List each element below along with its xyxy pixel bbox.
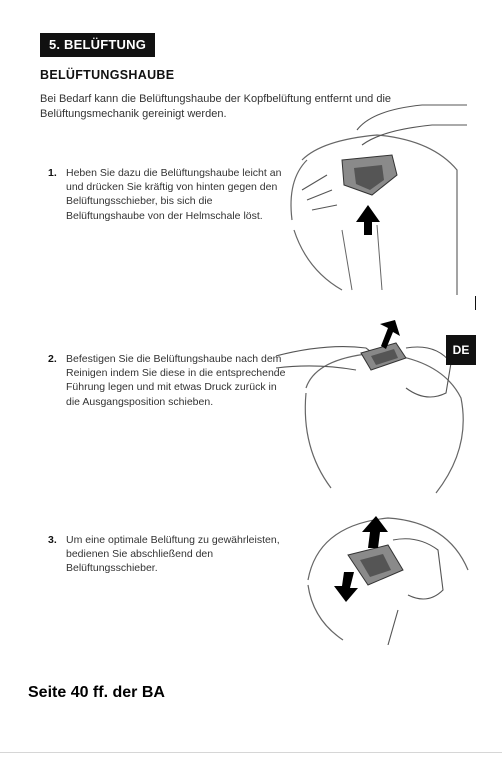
step-text: Befestigen Sie die Belüftungshaube nach dem Reinigen indem Sie diese in die entsprechende Führung legen und mit etwas Druck zurück in die Ausgangsposition schieben.	[66, 353, 286, 408]
arrow-down-icon	[334, 572, 358, 602]
page-edge-mark	[475, 296, 476, 310]
page-reference-note: Seite 40 ff. der BA	[28, 684, 165, 701]
subsection-title: BELÜFTUNGSHAUBE	[40, 68, 175, 82]
step-text: Heben Sie dazu die Belüftungshaube leicht an und drücken Sie kräftig von hinten gegen den Belüftungsschieber, bis sich die Belüftungshaube von der Helmschale löst.	[66, 167, 282, 222]
step-2	[48, 352, 293, 409]
section-title: 5. BELÜFTUNG	[40, 33, 155, 57]
step-number: 1.	[48, 167, 57, 179]
language-tab: DE	[446, 335, 476, 365]
arrow-up-icon	[362, 516, 388, 548]
step-1	[48, 166, 288, 223]
arrow-up-icon	[356, 205, 380, 235]
intro-paragraph: Bei Bedarf kann die Belüftungshaube der Kopfbelüftung entfernt und die Belüftungsmechanik gereinigt werden.	[40, 93, 392, 120]
step-number: 3.	[48, 534, 57, 546]
illustration-operate-vent-slider	[298, 510, 473, 645]
illustration-remove-vent-cover	[282, 100, 472, 300]
step-text: Um eine optimale Belüftung zu gewährleisten, bedienen Sie abschließend den Belüftungsschieber.	[66, 534, 280, 575]
step-3	[48, 533, 293, 576]
step-number: 2.	[48, 353, 57, 365]
bottom-divider	[0, 752, 502, 753]
